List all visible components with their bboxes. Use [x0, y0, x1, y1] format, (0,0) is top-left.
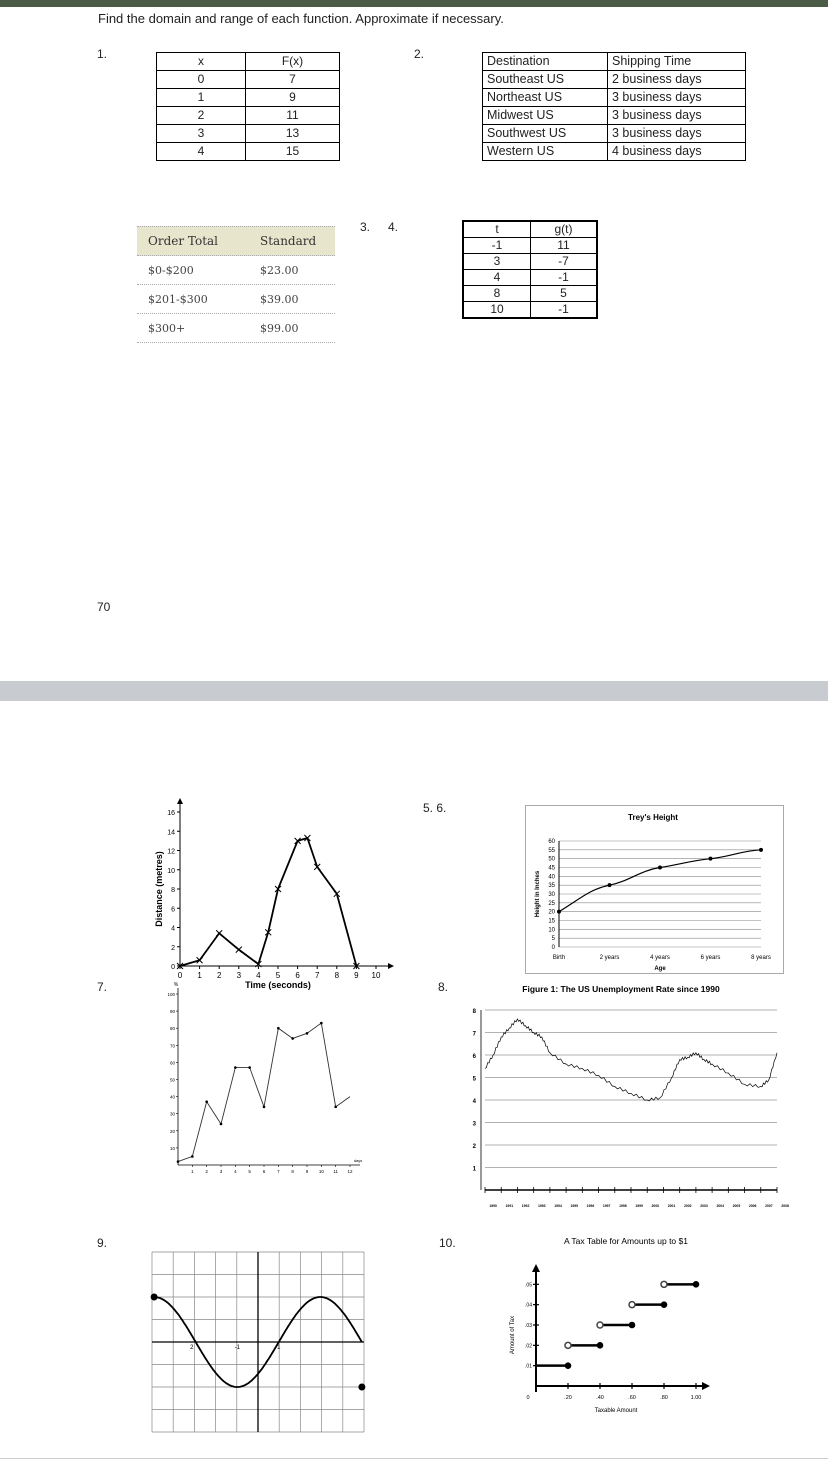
y-tick-label: 10	[167, 867, 175, 875]
table-cell: 2	[157, 107, 246, 125]
table-cell: Midwest US	[483, 107, 608, 125]
x-tick-label: 1	[197, 971, 202, 980]
x-axis-label: Taxable Amount	[594, 1408, 638, 1414]
y-axis-label: Amount of Tax	[510, 1315, 516, 1355]
sine-wave-graph	[140, 1252, 380, 1442]
chart-title: Trey's Height	[628, 813, 678, 822]
chart-frame	[526, 806, 784, 974]
data-point	[334, 1106, 337, 1109]
x-tick-label: 1996	[586, 1204, 595, 1208]
x-tick-label: 8 years	[751, 955, 771, 961]
table-cell: Southeast US	[483, 71, 608, 89]
y-tick-label: 12	[167, 848, 175, 856]
table-cell: $39.00	[260, 292, 299, 306]
y-tick-label: .05	[525, 1282, 532, 1289]
y-tick-label: 30	[169, 1111, 175, 1117]
top-bar	[0, 0, 828, 7]
page-gap	[0, 681, 828, 701]
problem-4-label: 4.	[388, 220, 399, 234]
table-cell: 9	[246, 89, 340, 107]
y-tick-label: 10	[548, 927, 555, 934]
x-tick-label: 1993	[538, 1204, 546, 1208]
x-axis-label: Age	[654, 966, 666, 972]
y-tick-label: 0	[551, 945, 555, 951]
table-header: Destination	[483, 53, 608, 71]
y-tick-label: 30	[548, 892, 555, 898]
table-cell: 4	[463, 270, 531, 286]
table-cell: 13	[246, 125, 340, 143]
x-tick-label: 3	[219, 1169, 223, 1174]
chart-title: Figure 1: The US Unemployment Rate since 1990	[522, 984, 720, 994]
table-cell: 8	[463, 286, 531, 302]
table-cell: 0	[157, 71, 246, 89]
y-tick-label: 25	[548, 900, 555, 907]
x-tick-label: 9	[305, 1169, 309, 1174]
data-point	[216, 930, 222, 936]
problem-2-label: 2.	[414, 47, 425, 61]
data-point	[658, 866, 662, 870]
y-tick-label: 45	[548, 865, 555, 872]
x-tick-label: 2 years	[599, 955, 620, 961]
table-cell: 5	[531, 286, 598, 302]
x-tick-label: 7	[314, 971, 320, 980]
data-point	[220, 1123, 223, 1126]
x-tick-label: 1998	[619, 1204, 627, 1208]
x-tick-label: 3	[236, 971, 242, 980]
x-tick-label: 2008	[781, 1204, 789, 1208]
unemployment-chart	[455, 980, 789, 1215]
table-row	[137, 285, 335, 314]
bottom-divider	[0, 1458, 828, 1459]
x-tick-label: Birth	[552, 955, 566, 961]
table-cell: -1	[463, 238, 531, 254]
table-header-row	[137, 226, 335, 256]
y-tick-label: 7	[472, 1031, 476, 1038]
table-cell: $23.00	[260, 263, 299, 277]
open-endpoint	[597, 1322, 603, 1328]
y-tick-label: 6	[472, 1054, 476, 1060]
y-tick-label: 100	[167, 992, 175, 997]
x-axis-arrow	[388, 963, 394, 969]
y-tick-label: 10	[169, 1145, 175, 1151]
table-header: x	[157, 53, 246, 71]
y-axis-label: %	[173, 982, 179, 988]
x-tick-label: 1.00	[690, 1395, 702, 1401]
table-header: g(t)	[531, 221, 598, 238]
y-tick-label: .04	[525, 1302, 532, 1309]
table-cell: 10	[463, 302, 531, 319]
y-tick-label: 60	[169, 1060, 175, 1066]
x-tick-label: 2002	[684, 1204, 692, 1208]
x-tick-label: 8	[334, 971, 340, 980]
x-tick-label: 2	[216, 971, 222, 980]
y-tick-label: .01	[525, 1363, 532, 1370]
problem-3-label: 3.	[360, 220, 371, 234]
table-header: F(x)	[246, 53, 340, 71]
axis-number-label: 2	[190, 1344, 194, 1351]
x-tick-label: 2006	[748, 1204, 757, 1208]
y-tick-label: 2	[472, 1144, 476, 1150]
x-tick-label: 1991	[505, 1204, 514, 1208]
y-axis-label: Distance (metres)	[154, 851, 164, 927]
x-tick-label: 5	[275, 971, 281, 980]
x-tick-label: 12	[347, 1169, 353, 1174]
y-tick-label: 14	[167, 829, 175, 837]
table-cell: Northeast US	[483, 89, 608, 107]
y-tick-label: 6	[171, 906, 175, 914]
y-tick-label: 40	[548, 874, 555, 881]
axis-number-label: 1	[277, 1344, 281, 1351]
y-tick-label: 50	[169, 1077, 175, 1083]
table-shipping	[482, 52, 746, 161]
table-cell: Western US	[483, 143, 608, 161]
closed-endpoint	[661, 1301, 668, 1308]
table-cell: 4	[157, 143, 246, 161]
x-tick-label: 1997	[602, 1204, 611, 1208]
y-tick-label: 3	[472, 1121, 476, 1128]
x-tick-label: 6	[295, 971, 300, 980]
table-header: Standard	[260, 234, 317, 248]
treys-height-chart	[525, 805, 785, 975]
x-tick-label: 0	[177, 971, 183, 980]
closed-endpoint	[597, 1342, 604, 1349]
x-tick-label: 0	[526, 1395, 530, 1401]
x-axis-arrow	[702, 1382, 710, 1390]
x-axis-label: days	[353, 1158, 363, 1163]
data-point	[234, 1066, 237, 1069]
table-cell: 11	[246, 107, 340, 125]
x-tick-label: 2004	[716, 1204, 724, 1208]
closed-endpoint	[693, 1281, 700, 1288]
x-tick-label: .60	[628, 1395, 636, 1401]
data-point	[177, 1160, 180, 1163]
x-tick-label: 6	[262, 1169, 266, 1174]
y-tick-label: 0	[171, 964, 175, 971]
y-tick-label: 60	[548, 839, 555, 845]
tax-table-chart	[500, 1234, 720, 1434]
table-cell: 15	[246, 143, 340, 161]
table-cell: 3 business days	[608, 89, 746, 107]
table-cell: $0-$200	[148, 263, 194, 277]
open-endpoint	[629, 1302, 635, 1308]
y-tick-label: 55	[548, 847, 555, 854]
y-tick-label: 15	[548, 918, 555, 925]
table-cell: 7	[246, 71, 340, 89]
y-tick-label: 8	[171, 887, 175, 894]
problem-1-label: 1.	[97, 47, 108, 61]
y-tick-label: 20	[169, 1128, 175, 1134]
table-cell: 3 business days	[608, 107, 746, 125]
data-point	[236, 947, 242, 953]
y-axis-arrow	[532, 1264, 540, 1272]
x-tick-label: 4	[256, 971, 261, 980]
x-tick-label: 8	[291, 1169, 294, 1174]
x-tick-label: 1990	[489, 1204, 497, 1208]
x-tick-label: 11	[333, 1169, 339, 1174]
table-header: Order Total	[148, 234, 219, 248]
y-tick-label: 90	[169, 1009, 175, 1015]
chart-title: A Tax Table for Amounts up to $1	[564, 1236, 688, 1246]
table-cell: 11	[531, 238, 598, 254]
x-tick-label: 1	[191, 1169, 194, 1174]
table-cell: 2 business days	[608, 71, 746, 89]
x-tick-label: 2003	[700, 1204, 708, 1208]
table-cell: 4 business days	[608, 143, 746, 161]
table-cell: 3	[463, 254, 531, 270]
problem-8-label: 8.	[438, 980, 449, 994]
x-tick-label: 4	[234, 1169, 237, 1174]
table-cell: 1	[157, 89, 246, 107]
data-point	[191, 1155, 194, 1158]
x-tick-label: 2005	[732, 1204, 741, 1208]
data-point	[306, 1032, 309, 1035]
x-tick-label: 1995	[570, 1204, 578, 1208]
percent-days-chart	[160, 980, 375, 1180]
x-tick-label: 10	[318, 1169, 324, 1174]
data-point	[277, 1027, 280, 1030]
data-point	[608, 883, 612, 887]
x-tick-label: 1994	[554, 1204, 562, 1208]
x-tick-label: 1999	[635, 1204, 643, 1208]
y-tick-label: 8	[472, 1009, 476, 1015]
x-tick-label: 6 years	[700, 955, 721, 961]
instructions: Find the domain and range of each function. Approximate if necessary.	[98, 11, 504, 26]
table-gt	[462, 220, 598, 319]
start-point	[151, 1294, 158, 1301]
table-order-total	[137, 226, 335, 343]
table-cell: 3 business days	[608, 125, 746, 143]
axis-number-label: -1	[234, 1344, 241, 1351]
y-tick-label: 4	[171, 925, 175, 933]
x-tick-label: 10	[371, 971, 381, 980]
x-tick-label: 2007	[765, 1204, 773, 1208]
table-cell: -1	[531, 302, 598, 319]
problem-9-label: 9.	[97, 1236, 108, 1250]
problem-5-6-label: 5. 6.	[423, 801, 447, 815]
table-fx	[156, 52, 340, 161]
table-cell: $300+	[148, 321, 186, 335]
data-line	[559, 850, 761, 912]
data-point	[759, 848, 763, 852]
x-tick-label: .20	[564, 1395, 572, 1401]
y-tick-label: 20	[548, 909, 555, 916]
closed-endpoint	[629, 1322, 636, 1329]
data-line	[178, 1023, 350, 1162]
y-tick-label: .02	[525, 1343, 532, 1350]
data-line	[485, 1019, 777, 1101]
y-tick-label: 50	[548, 856, 555, 863]
x-tick-label: .80	[660, 1395, 668, 1401]
x-tick-label: 5	[248, 1169, 251, 1174]
y-tick-label: .03	[525, 1323, 532, 1329]
data-point	[248, 1066, 251, 1069]
data-point	[320, 1022, 323, 1025]
y-tick-label: 5	[551, 936, 555, 943]
table-row	[137, 256, 335, 285]
x-tick-label: .40	[596, 1395, 604, 1401]
open-endpoint	[565, 1342, 571, 1348]
table-cell: $201-$300	[148, 292, 208, 306]
x-tick-label: 7	[277, 1169, 280, 1174]
data-point	[205, 1100, 208, 1103]
y-tick-label: 40	[169, 1094, 175, 1100]
table-header: t	[463, 221, 531, 238]
data-point	[557, 910, 561, 914]
y-tick-label: 70	[169, 1043, 175, 1049]
x-tick-label: 4 years	[650, 955, 670, 961]
y-axis-arrow	[177, 798, 183, 804]
table-cell: $99.00	[260, 321, 299, 335]
table-cell: Southwest US	[483, 125, 608, 143]
open-endpoint	[661, 1281, 667, 1287]
x-tick-label: 2001	[667, 1204, 676, 1208]
data-point	[709, 857, 713, 861]
problem-7-label: 7.	[97, 980, 108, 994]
data-line	[180, 838, 356, 966]
y-tick-label: 2	[171, 944, 175, 952]
y-axis-label: Height in Inches	[535, 870, 541, 918]
table-cell: -7	[531, 254, 598, 270]
table-cell: 3	[157, 125, 246, 143]
y-tick-label: 1	[472, 1166, 476, 1173]
page-number: 70	[97, 600, 111, 614]
x-axis-label: Time (seconds)	[245, 980, 311, 990]
x-tick-label: 1992	[521, 1204, 530, 1208]
y-tick-label: 4	[472, 1099, 476, 1105]
table-cell: -1	[531, 270, 598, 286]
problem-10-label: 10.	[439, 1236, 456, 1250]
y-tick-label: 80	[169, 1026, 175, 1032]
table-row	[137, 314, 335, 343]
y-tick-label: 35	[548, 883, 555, 890]
x-tick-label: 9	[354, 971, 359, 980]
x-tick-label: 2	[205, 1169, 208, 1174]
closed-endpoint	[565, 1362, 572, 1369]
data-point	[291, 1037, 294, 1040]
x-tick-label: 2000	[651, 1204, 660, 1208]
distance-time-chart	[150, 800, 400, 1000]
data-point	[263, 1106, 266, 1109]
y-tick-label: 5	[472, 1076, 476, 1083]
end-point	[358, 1384, 365, 1391]
y-tick-label: 16	[167, 810, 175, 817]
table-header: Shipping Time	[608, 53, 746, 71]
